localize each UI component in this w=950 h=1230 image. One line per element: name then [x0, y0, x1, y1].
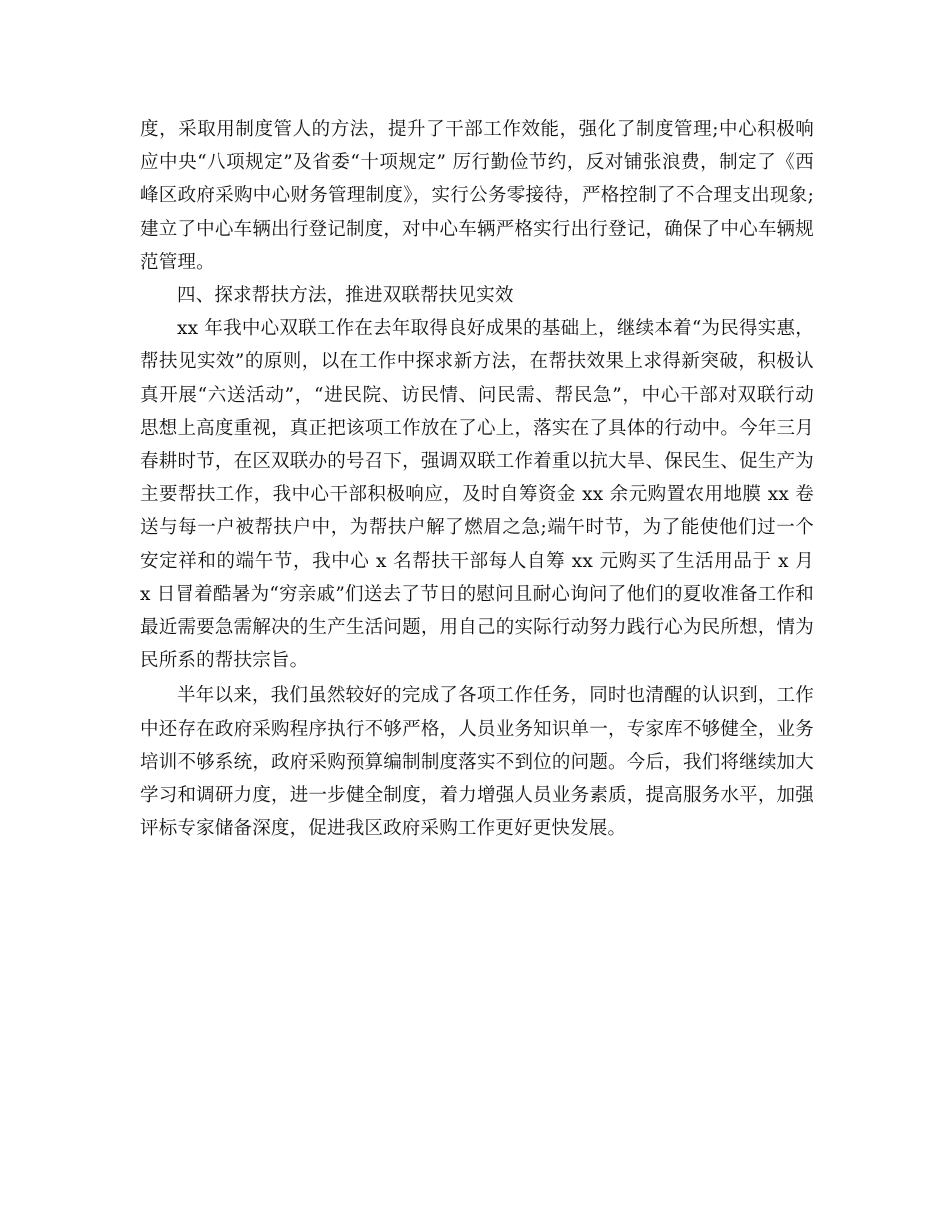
section-heading: 四、探求帮扶方法，推进双联帮扶见实效 — [177, 285, 514, 307]
document-body — [140, 113, 814, 845]
paragraph-summary: 半年以来，我们虽然较好的完成了各项工作任务，同时也清醒的认识到，工作中还存在政府采购程序执行不够严格，人员业务知识单一，专家库不够健全，业务培训不够系统，政府采购预算编制制度落实不到位的问题。今后，我们将继续加大学习和调研力度，进一步健全制度，着力增强人员业务素质，提高服务水平，加强评标专家储备深度，促进我区政府采购工作更好更快发展。 — [140, 685, 814, 840]
paragraph-twinning-work: xx 年我中心双联工作在去年取得良好成果的基础上，继续本着“为民得实惠，帮扶见实效”的原则，以在工作中探求新方法，在帮扶效果上求得新突破，积极认真开展“六送活动”，“进民院、访民情、问民需、帮民急”，中心干部对双联行动思想上高度重视，真正把该项工作放在了心上，落实在了具体的行动中。今年三月春耕时节，在区双联办的号召下，强调双联工作着重以抗大旱、保民生、促生产为主要帮扶工作，我中心干部积极响应，及时自筹资金 xx 余元购置农用地膜 xx 卷送与每一户被帮扶户中，为帮扶户解了燃眉之急;端午时节，为了能使他们过一个安定祥和的端午节，我中心 x 名帮扶干部每人自筹 xx 元购买了生活用品于 x 月 x 日冒着酷暑为“穷亲戚”们送去了节日的慰问且耐心询问了他们的夏收准备工作和最近需要急需解决的生产生活问题，用自己的实际行动努力践行心为民所想，情为民所系的帮扶宗旨。 — [140, 318, 814, 672]
paragraph-continued: 度，采取用制度管人的方法，提升了干部工作效能，强化了制度管理;中心积极响应中央“八项规定”及省委“十项规定” 厉行勤俭节约，反对铺张浪费，制定了《西峰区政府采购中心财务管理制度》，实行公务零接待，严格控制了不合理支出现象;建立了中心车辆出行登记制度，对中心车辆严格实行出行登记，确保了中心车辆规范管理。 — [140, 119, 814, 273]
